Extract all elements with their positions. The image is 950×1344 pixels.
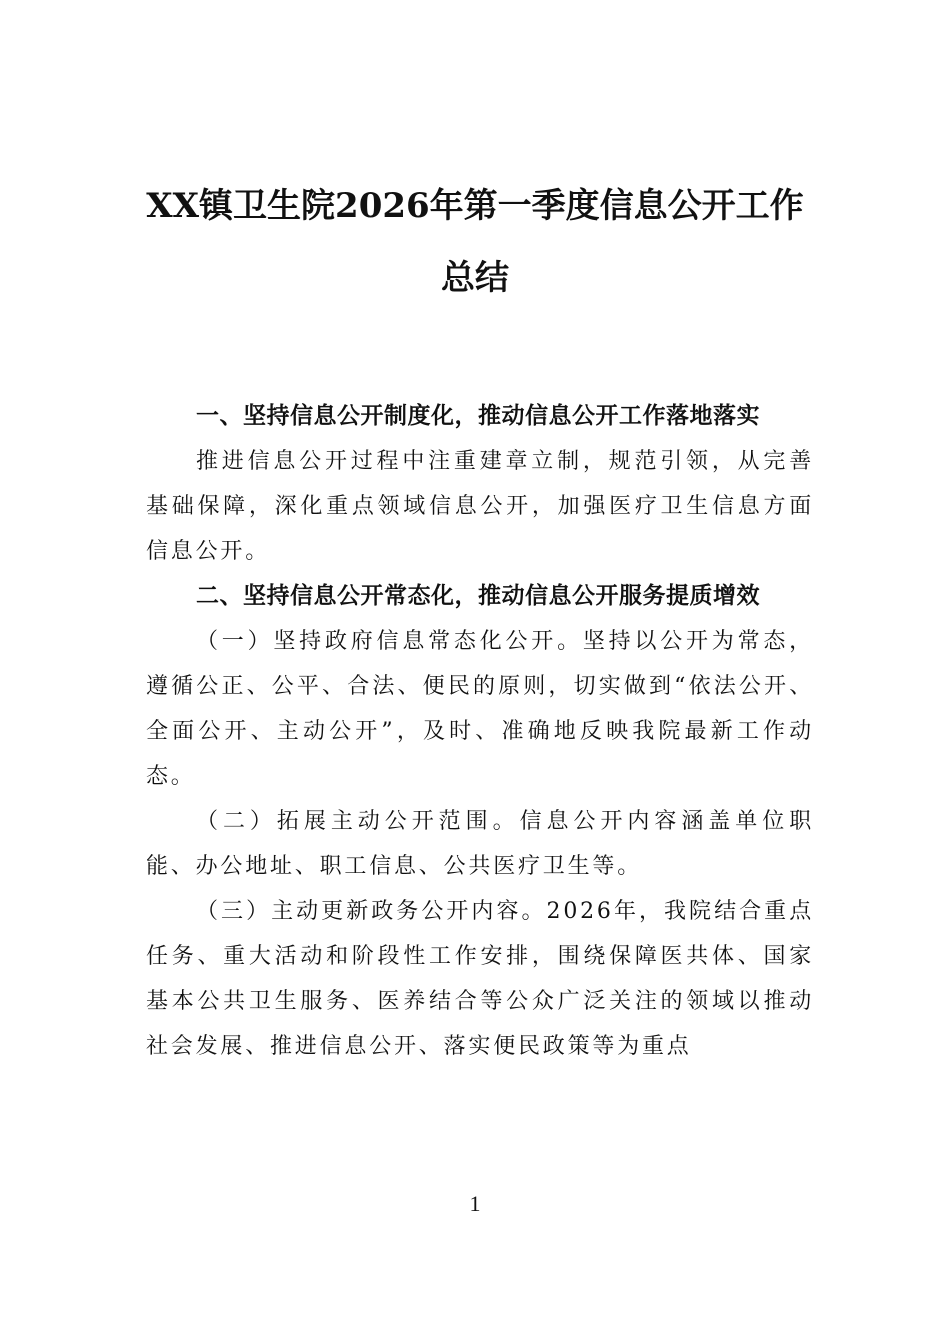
- item-1-lead: （一）坚持政府信息常态化公开。: [196, 629, 583, 654]
- item-1-text: 坚持以公开为常态，遵循公正、公平、合法、便民的原则，切实做到“依法公开、全面公开、主动公开”，及时、准确地反映我院最新工作动态。: [146, 629, 814, 789]
- item-2-lead: （二）拓展主动公开范围。: [196, 809, 520, 834]
- document-title: XX镇卫生院2026年第一季度信息公开工作总结: [146, 186, 804, 298]
- item-2-text: 信息公开内容涵盖单位职能、办公地址、职工信息、公共医疗卫生等。: [146, 809, 814, 879]
- section-heading-2: 二、坚持信息公开常态化，推动信息公开服务提质增效: [196, 583, 760, 609]
- page-number: 1: [469, 1191, 481, 1216]
- section-2-item-1: [146, 619, 814, 799]
- item-3-text: 2026年，我院结合重点任务、重大活动和阶段性工作安排，围绕保障医共体、国家基本公共卫生服务、医养结合等公众广泛关注的领域以推动社会发展、推进信息公开、落实便民政策等为重点: [146, 899, 814, 1059]
- section-1-paragraph: 推进信息公开过程中注重建章立制，规范引领，从完善基础保障，深化重点领域信息公开，加强医疗卫生信息方面信息公开。: [146, 449, 814, 564]
- section-2-item-3: [146, 889, 814, 1069]
- item-3-lead: （三）主动更新政务公开内容。: [196, 899, 547, 924]
- section-2-item-2: [146, 799, 814, 889]
- document-body: [146, 394, 814, 1069]
- section-heading-1: 一、坚持信息公开制度化，推动信息公开工作落地落实: [196, 403, 760, 429]
